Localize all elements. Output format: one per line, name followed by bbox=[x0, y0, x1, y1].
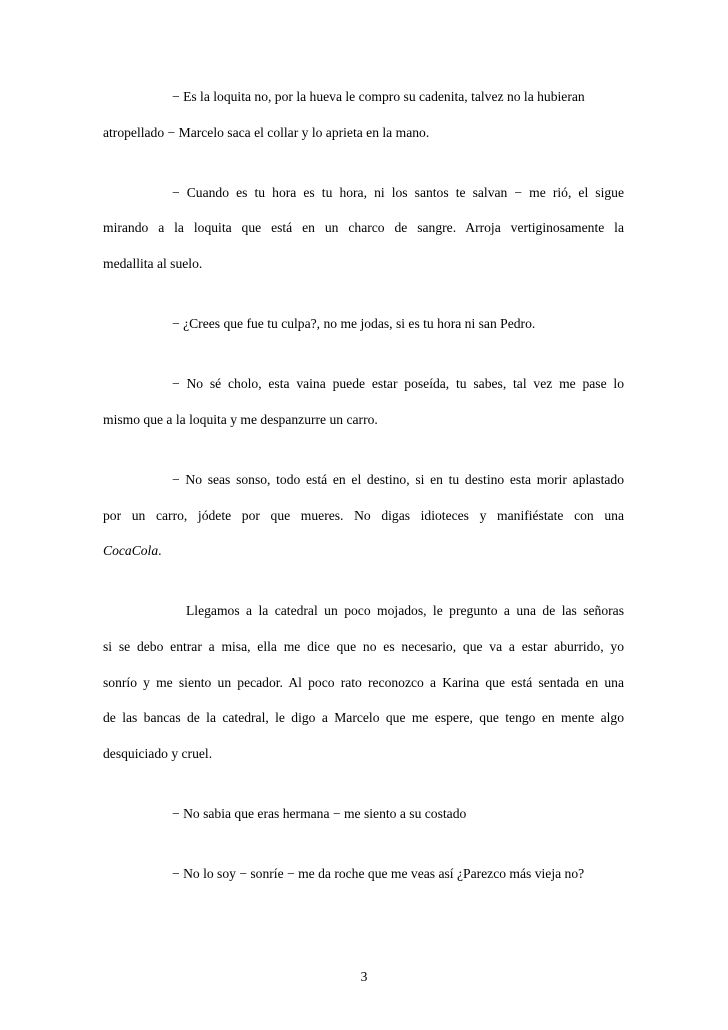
text-line: por un carro, jódete por que mueres. No digas idioteces y manifiéstate con una bbox=[103, 508, 624, 523]
text-line: sonrío y me siento un pecador. Al poco rato reconozco a Karina que está sentada en una bbox=[103, 675, 624, 690]
text-line: mismo que a la loquita y me despanzurre un carro. bbox=[103, 412, 378, 427]
brand-name-italic: CocaCola bbox=[103, 543, 159, 558]
text-line: mirando a la loquita que está en un charco de sangre. Arroja vertiginosamente la bbox=[103, 220, 624, 235]
text-line: − Cuando es tu hora es tu hora, ni los santos te salvan − me rió, el sigue bbox=[172, 185, 624, 200]
text-line: atropellado − Marcelo saca el collar y lo aprieta en la mano. bbox=[103, 125, 430, 140]
text-line: − No sabia que eras hermana − me siento a su costado bbox=[172, 806, 467, 821]
text-line: − No sé cholo, esta vaina puede estar poseída, tu sabes, tal vez me pase lo bbox=[172, 376, 624, 391]
text-line: si se debo entrar a misa, ella me dice que no es necesario, que va a estar aburrido, yo bbox=[103, 639, 624, 654]
page-number: 3 bbox=[360, 969, 368, 984]
text-line: − ¿Crees que fue tu culpa?, no me jodas, si es tu hora ni san Pedro. bbox=[172, 316, 536, 331]
sentence-period: . bbox=[158, 543, 162, 558]
text-line: desquiciado y cruel. bbox=[103, 746, 213, 761]
text-line: − No lo soy − sonríe − me da roche que me veas así ¿Parezco más vieja no? bbox=[172, 866, 585, 881]
text-line: − Es la loquita no, por la hueva le compro su cadenita, talvez no la hubieran bbox=[172, 89, 585, 104]
text-line: medallita al suelo. bbox=[103, 256, 203, 271]
text-line bbox=[103, 543, 162, 559]
text-line: Llegamos a la catedral un poco mojados, le pregunto a una de las señoras bbox=[186, 603, 624, 618]
text-line: de las bancas de la catedral, le digo a Marcelo que me espere, que tengo en mente algo bbox=[103, 710, 624, 725]
text-line: − No seas sonso, todo está en el destino, si en tu destino esta morir aplastado bbox=[172, 472, 624, 487]
